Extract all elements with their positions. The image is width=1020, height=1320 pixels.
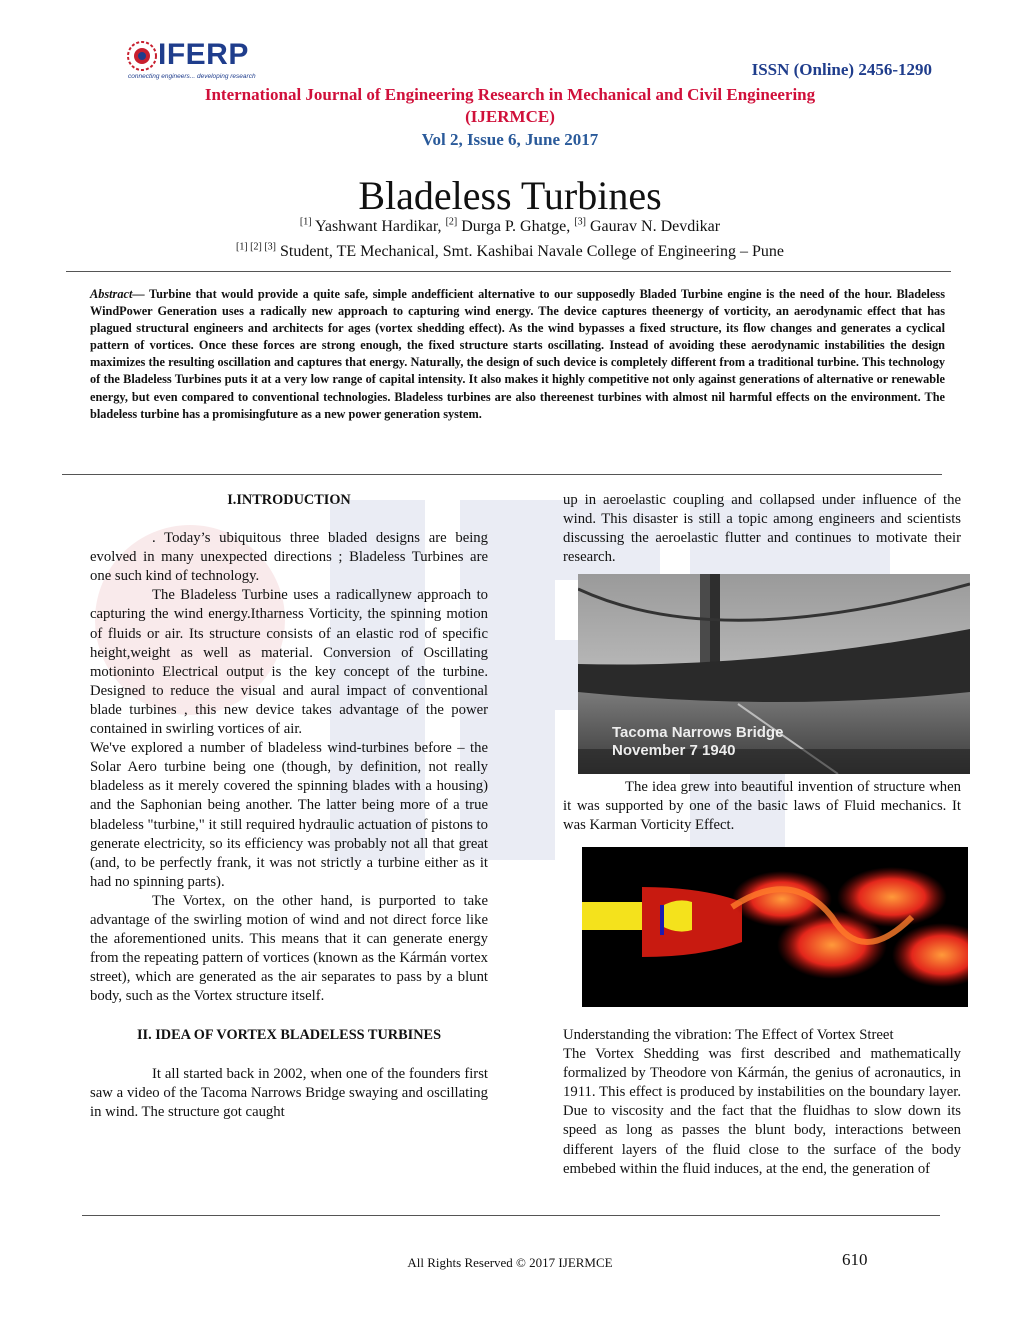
intro-paragraph-2: The Bladeless Turbine uses a radicallynew approach to capturing the wind energy.Itharness Vorticity, the spinning motion of fluids or air. Its structure consists of an elastic rod of specific height,weight as well as material. Conversion of Oscillating motioninto Electrical output is the key concept of the turbine. Designed to reduce the visual and aural impact of conventional blade turbines , this new device takes advantage of the power contained in swirling vortices of air. xyxy=(90,587,488,738)
abstract-text: Turbine that would provide a quite safe, simple andefficient alternative to our supposedly Bladed Turbine engine is the need of the hour. Bladeless WindPower Generation uses a radically new approach to capturing wind energy. The device captures theenergy of vorticity, an aerodynamic effect that has plagued structural engineers and architects for ages (vortex shedding effect). As the wind bypasses a fixed structure, its flow changes and generates a cyclical pattern of vortices. Once these forces are strong enough, the fixed structure starts oscillating. Instead of avoiding these aerodynamic instabilities the design maximizes the resulting oscillation and captures that energy. Naturally, the design of such device is completely different from a traditional turbine. This technology of the Bladeless Turbines puts it at a very low range of capital intensity. It also makes it highly competitive not only against generations of alternative or renewable energy, but even compared to conventional technologies. Bladeless turbines are also thereenest turbines with almost nil harmful effects on the environment. The bladeless turbine has a promisingfuture as a new power generation system. xyxy=(90,287,945,421)
issn: ISSN (Online) 2456-1290 xyxy=(751,60,932,79)
right-column-middle xyxy=(563,778,961,835)
section-heading-introduction: I.INTRODUCTION xyxy=(227,492,351,508)
right-paragraph-4: The Vortex Shedding was first described and mathematically formalized by Theodore von Kármán, the genius of acronautics, in 1911. This effect is produced by instabilities on the boundary layer. Due to viscosity and the fact that the fluidhas to slow down its speed as long as passes the blunt body, interactions between different layers of the fluid close to the surface of the body embebed within the fluid induces, at the end, the generation of xyxy=(563,1046,961,1177)
page-number: 610 xyxy=(842,1250,868,1269)
logo-tagline: connecting engineers... developing research xyxy=(128,73,256,80)
figure-caption-date: November 7 1940 xyxy=(612,742,736,759)
logo-globe-icon xyxy=(126,40,158,74)
figure-vortex-street xyxy=(582,847,968,1007)
author-3-sup: [3] xyxy=(574,216,586,228)
abstract xyxy=(90,286,945,423)
vortex-street-image xyxy=(582,847,968,1007)
figure-caption-title: Tacoma Narrows Bridge xyxy=(612,724,784,741)
affiliation xyxy=(0,243,1020,261)
author-1: Yashwant Hardikar, xyxy=(314,218,442,235)
intro-paragraph-3: We've explored a number of bladeless wind-turbines before – the Solar Aero turbine being one (though, by definition, not really bladeless as it merely covered the spinning blades with a housing) and the Saphonian being another. The latter being more of a true bladeless "turbine," it still required hydraulic actuation of pistons to generate electricity, so its efficiency was probably not all that great (and, to be perfectly frank, it was not strictly a turbine either as it had no spinning parts). xyxy=(90,740,488,890)
volume-issue: Vol 2, Issue 6, June 2017 xyxy=(421,130,599,149)
author-1-sup: [1] xyxy=(299,216,312,228)
section-heading-idea: II. IDEA OF VORTEX BLADELESS TURBINES xyxy=(136,1027,442,1044)
right-column-top xyxy=(563,491,961,567)
abstract-lead: Abstract— xyxy=(90,287,145,301)
footer-rights: All Rights Reserved © 2017 IJERMCE xyxy=(407,1255,613,1270)
affiliation-text: Student, TE Mechanical, Smt. Kashibai Navale College of Engineering – Pune xyxy=(279,243,784,260)
abstract-rule xyxy=(62,474,942,475)
journal-title: International Journal of Engineering Research in Mechanical and Civil Engineering xyxy=(204,85,816,104)
journal-abbrev: (IJERMCE) xyxy=(465,107,555,126)
right-paragraph-1: up in aeroelastic coupling and collapsed under influence of the wind. This disaster is still a topic among engineers and scientists discussing the aeroelastic flutter and continues to motivate their research. xyxy=(563,492,961,566)
affiliation-sup: [1] [2] [3] xyxy=(235,241,276,253)
idea-paragraph-1: It all started back in 2002, when one of the founders first saw a video of the Tacoma Narrows Bridge swaying and oscillating in wind. The structure got caught xyxy=(90,1065,488,1120)
intro-paragraph-4: The Vortex, on the other hand, is purported to take advantage of the swirling motion of wind and not direct force like the aforementioned units. This means that it can generate energy from the repeating pattern of vortices (known as the Kármán vortex street), which are generated as the air separates to pass by a blunt body, such as the Vortex structure itself. xyxy=(90,892,488,1005)
iferp-logo xyxy=(126,40,266,84)
right-column-bottom xyxy=(563,1026,961,1179)
vortex-subheading: Understanding the vibration: The Effect of Vortex Street xyxy=(563,1027,894,1043)
left-column xyxy=(90,491,488,1122)
author-2-sup: [2] xyxy=(445,216,458,228)
author-3: Gaurav N. Devdikar xyxy=(589,218,721,235)
author-list xyxy=(0,218,1020,236)
figure-tacoma-bridge xyxy=(578,574,970,774)
journal-name xyxy=(0,84,1020,128)
footer-rule xyxy=(82,1215,940,1216)
paper-title: Bladeless Turbines xyxy=(358,173,662,218)
right-paragraph-2: The idea grew into beautiful invention of structure when it was supported by one of the basic laws of Fluid mechanics. It was Karman Vorticity Effect. xyxy=(563,779,961,834)
logo-text: IFERP xyxy=(158,38,249,71)
author-2: Durga P. Ghatge, xyxy=(461,218,571,235)
header-rule xyxy=(66,271,951,272)
intro-paragraph-1: . Today’s ubiquitous three bladed designs are being evolved in many unexpected directions ; Bladeless Turbines are one such kind of technology. xyxy=(90,530,488,585)
